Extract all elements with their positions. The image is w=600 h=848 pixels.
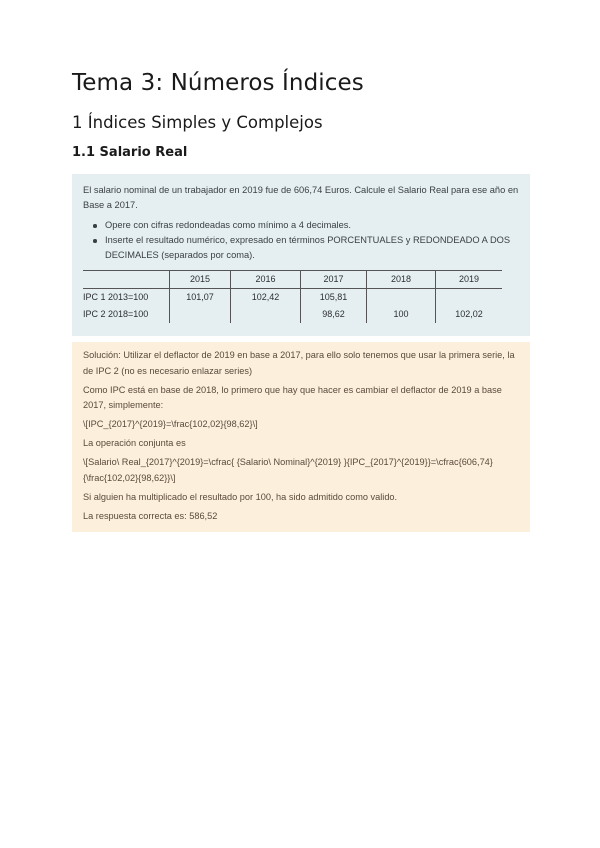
header-cell: 2015 [170, 271, 231, 289]
section-heading: 1 Índices Simples y Complejos [72, 113, 323, 132]
subsection-heading: 1.1 Salario Real [72, 145, 188, 160]
row-label: IPC 2 2018=100 [83, 306, 170, 323]
question-instructions [83, 218, 519, 263]
header-cell [83, 271, 170, 289]
header-cell: 2017 [301, 271, 367, 289]
table-cell [231, 306, 301, 323]
instruction-item: Opere con cifras redondeadas como mínimo a 4 decimales. [105, 218, 519, 233]
table-cell: 102,42 [231, 289, 301, 307]
question-box [72, 174, 530, 336]
feedback-solution: Solución: Utilizar el deflactor de 2019 en base a 2017, para ello solo tenemos que usar la primera serie, la de IPC 2 (no es necesario enlazar series) [83, 350, 515, 376]
row-label: IPC 1 2013=100 [83, 289, 170, 307]
table-cell: 105,81 [301, 289, 367, 307]
table-cell: 100 [367, 306, 436, 323]
feedback-formula: \[IPC_{2017}^{2019}=\frac{102,02}{98,62}\] [83, 419, 258, 429]
feedback-box [72, 342, 530, 532]
ipc-table [83, 270, 502, 323]
table-cell: 101,07 [170, 289, 231, 307]
question-intro: El salario nominal de un trabajador en 2019 fue de 606,74 Euros. Calcule el Salario Real para ese año en Base a 2017. [83, 185, 519, 210]
header-cell: 2019 [436, 271, 503, 289]
table-cell [436, 289, 503, 307]
table-cell [170, 306, 231, 323]
feedback-answer: La respuesta correcta es: 586,52 [83, 510, 218, 521]
header-cell: 2018 [367, 271, 436, 289]
instruction-item: Inserte el resultado numérico, expresado en términos PORCENTUALES y REDONDEADO A DOS DECIMALES (separados por coma). [105, 233, 519, 263]
feedback-note: Si alguien ha multiplicado el resultado por 100, ha sido admitido como valido. [83, 491, 398, 502]
table-cell [367, 289, 436, 307]
table-row [83, 289, 502, 307]
table-header-row [83, 271, 502, 289]
header-cell: 2016 [231, 271, 301, 289]
feedback-text: La operación conjunta es [83, 438, 186, 448]
table-cell: 98,62 [301, 306, 367, 323]
table-cell: 102,02 [455, 309, 483, 319]
feedback-formula: \[Salario\ Real_{2017}^{2019}=\cfrac{ {Salario\ Nominal}^{2019} }{IPC_{2017}^{2019}}=\cfrac{606,74}{\frac{102,02}{98,62}}\] [83, 457, 493, 483]
table-row [83, 306, 502, 323]
feedback-explanation: Como IPC está en base de 2018, lo primero que hay que hacer es cambiar el deflactor de 2019 a base 2017, simplemente: [83, 384, 502, 410]
page-title: Tema 3: Números Índices [72, 70, 364, 96]
